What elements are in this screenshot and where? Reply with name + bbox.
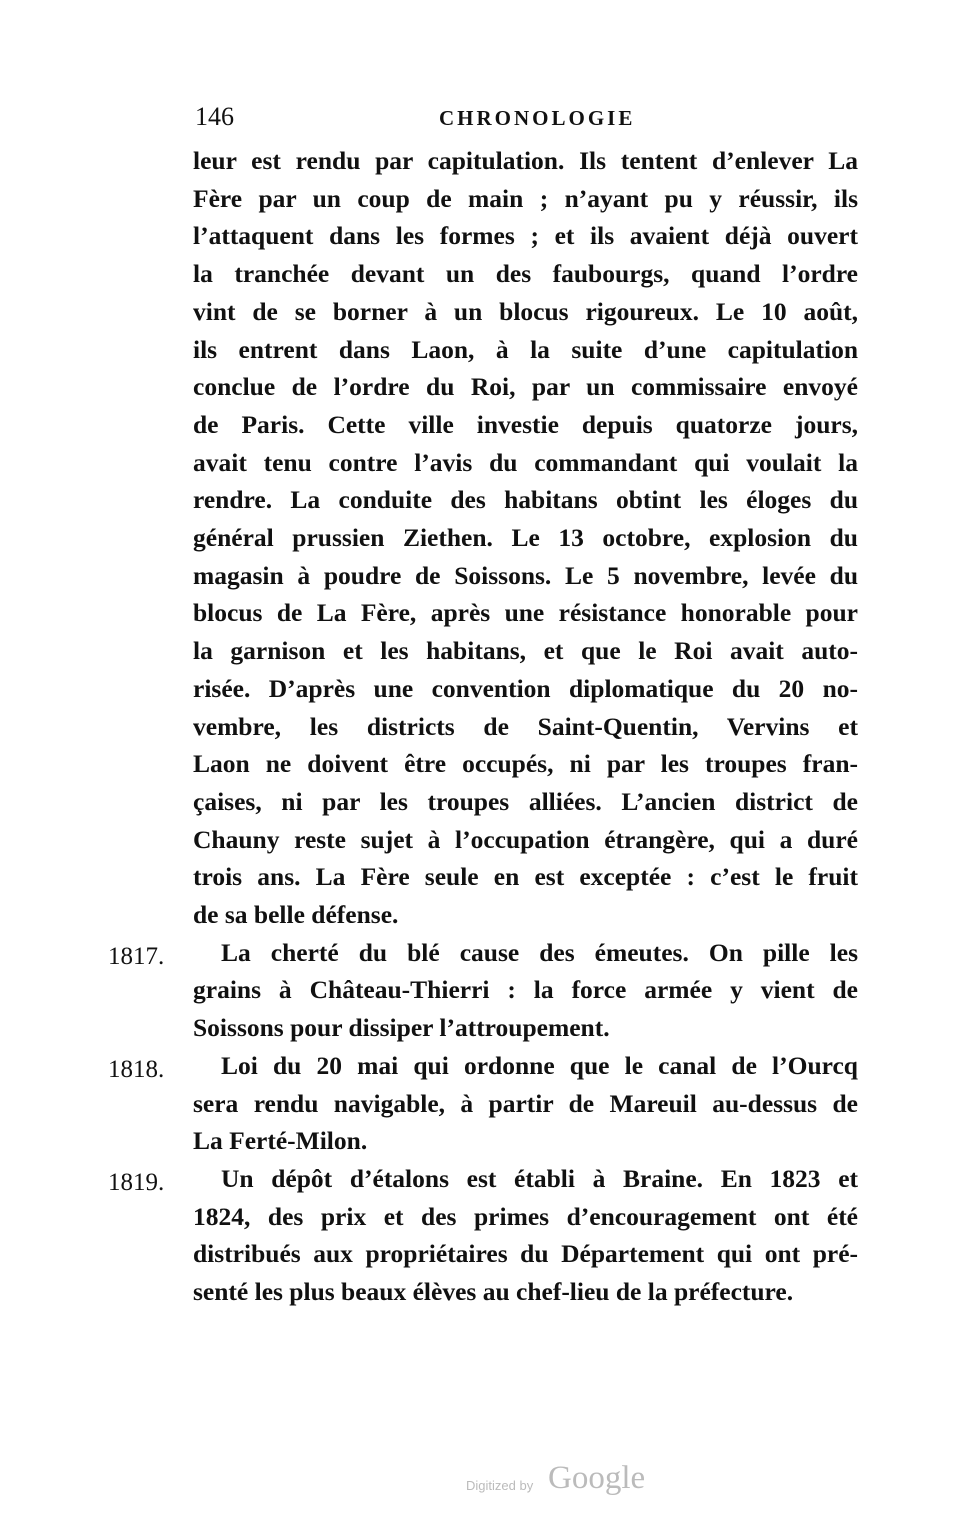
text-line: la tranchée devant un des faubourgs, quand l’ordre (193, 259, 858, 289)
text-line: vembre, les districts de Saint-Quentin, Vervins et (193, 711, 858, 741)
text-line: Soissons pour dissiper l’attroupement. (193, 1013, 610, 1043)
text-line: risée. D’après une convention diplomatique du 20 no- (193, 673, 858, 703)
year-label: 1819. (108, 1168, 165, 1196)
text-line: grains à Château-Thierri : la force armée y vient de (193, 975, 858, 1005)
continued-paragraph (193, 142, 858, 934)
text-line: Laon ne doivent être occupés, ni par les troupes fran- (193, 749, 858, 779)
text-line: de Paris. Cette ville investie depuis quatorze jours, (193, 409, 858, 439)
digitized-watermark (466, 1462, 666, 1502)
year-label: 1817. (108, 942, 165, 970)
text-line: La cherté du blé cause des émeutes. On pille les (221, 937, 858, 967)
page-number: 146 (195, 102, 234, 131)
text-line: Chauny reste sujet à l’occupation étrangère, qui a duré (193, 824, 858, 854)
page-body (108, 142, 858, 1311)
page-header (195, 102, 860, 142)
text-line: blocus de La Fère, après une résistance honorable pour (193, 598, 858, 628)
digitized-by-label: Digitized by (466, 1478, 534, 1493)
year-label: 1818. (108, 1055, 165, 1083)
text-line: avait tenu contre l’avis du commandant qui voulait la (193, 447, 858, 477)
text-line: conclue de l’ordre du Roi, par un commissaire envoyé (193, 372, 858, 402)
text-line: de sa belle défense. (193, 900, 399, 930)
text-line: Un dépôt d’étalons est établi à Braine. En 1823 et (221, 1163, 858, 1193)
text-line: sera rendu navigable, à partir de Mareuil au-dessus de (193, 1088, 858, 1118)
text-line: 1824, des prix et des primes d’encouragement ont été (193, 1201, 858, 1231)
year-entry-1817 (108, 934, 858, 1047)
text-line: trois ans. La Fère seule en est exceptée : c’est le fruit (193, 862, 858, 892)
google-logo: Google (548, 1460, 646, 1496)
text-line: La Ferté-Milon. (193, 1126, 368, 1156)
text-line: l’attaquent dans les formes ; et ils avaient déjà ouvert (193, 221, 858, 251)
text-line: senté les plus beaux élèves au chef-lieu de la préfecture. (193, 1277, 794, 1307)
text-line: la garnison et les habitans, et que le Roi avait auto- (193, 636, 858, 666)
text-line: çaises, ni par les troupes alliées. L’ancien district de (193, 786, 858, 816)
year-entry-1818 (108, 1047, 858, 1160)
year-entry-1819 (108, 1160, 858, 1311)
text-line: rendre. La conduite des habitans obtint les éloges du (193, 485, 858, 515)
text-line: général prussien Ziethen. Le 13 octobre, explosion du (193, 523, 858, 553)
text-line: Loi du 20 mai qui ordonne que le canal de l’Ourcq (221, 1050, 858, 1080)
text-line: vint de se borner à un blocus rigoureux. Le 10 août, (193, 296, 858, 326)
running-title: CHRONOLOGIE (439, 106, 636, 130)
text-line: distribués aux propriétaires du Département qui ont pré- (193, 1239, 858, 1269)
text-line: leur est rendu par capitulation. Ils tentent d’enlever La (193, 146, 858, 175)
text-line: magasin à poudre de Soissons. Le 5 novembre, levée du (193, 560, 858, 590)
text-line: ils entrent dans Laon, à la suite d’une capitulation (193, 334, 858, 364)
text-line: Fère par un coup de main ; n’ayant pu y réussir, ils (193, 183, 858, 213)
